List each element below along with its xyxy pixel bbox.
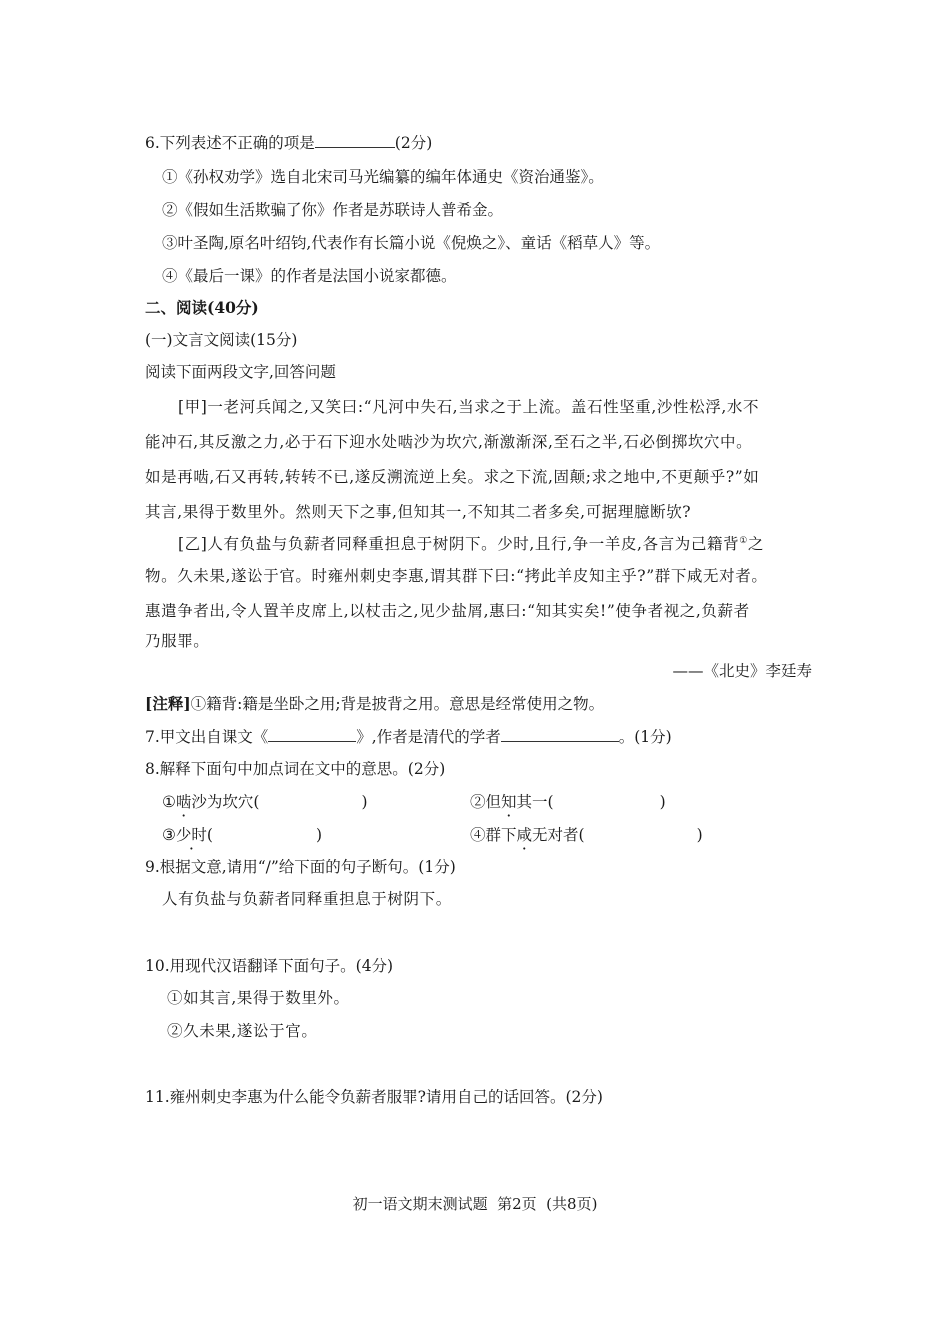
- annotation: [注释]①籍背:籍是坐卧之用;背是披背之用。意思是经常使用之物。: [145, 694, 605, 713]
- q10-item-1: ①如其言,果得于数里外。: [167, 989, 350, 1007]
- reading-intro: 阅读下面两段文字,回答问题: [145, 363, 336, 381]
- passage-jia-line: 如是再啮,石又再转,转转不已,遂反溯流逆上矣。求之下流,固颠;求之地中,不更颠乎?”如: [145, 468, 760, 486]
- passage-jia-line: 能冲石,其反激之力,必于石下迎水处啮沙为坎穴,渐激渐深,至石之半,石必倒掷坎穴中。: [145, 433, 753, 451]
- q8-item-3: ③少时( ): [162, 826, 323, 844]
- q8-stem: 8.解释下面句中加点词在文中的意思。(2分): [145, 760, 446, 778]
- q7-blank-title[interactable]: [268, 727, 356, 742]
- dotted-word: 咸: [516, 826, 533, 844]
- passage-yi-line: [乙]人有负盐与负薪者同释重担息于树阴下。少时,且行,争一羊皮,各言为己籍背①之: [178, 535, 764, 554]
- q6-stem: 6.下列表述不正确的项是 (2分): [145, 134, 433, 152]
- q7-blank-author[interactable]: [501, 727, 619, 742]
- passage-yi-line: 惠遣争者出,令人置羊皮席上,以杖击之,见少盐屑,惠曰:“知其实矣!”使争者视之,负薪者: [145, 602, 750, 620]
- q11-stem: 11.雍州刺史李惠为什么能令负薪者服罪?请用自己的话回答。(2分): [145, 1088, 603, 1106]
- q6-option-3: ③叶圣陶,原名叶绍钧,代表作有长篇小说《倪焕之》、童话《稻草人》等。: [162, 234, 661, 252]
- passage-jia-line: [甲]一老河兵闻之,又笑曰:“凡河中失石,当求之于上流。盖石性坚重,沙性松浮,水不: [178, 398, 760, 416]
- q7-stem: 7.甲文出自课文《 》,作者是清代的学者 。(1分): [145, 728, 672, 746]
- q10-stem: 10.用现代汉语翻译下面句子。(4分): [145, 957, 394, 975]
- q8-item-2: ②但知其一( ): [470, 793, 666, 811]
- dotted-word: 啮: [175, 793, 192, 811]
- dotted-word: 少时: [175, 826, 207, 844]
- passage-source: ——《北史》李廷寿: [672, 662, 812, 680]
- q9-sentence: 人有负盐与负薪者同释重担息于树阴下。: [162, 890, 452, 908]
- q9-stem: 9.根据文意,请用“/”给下面的句子断句。(1分): [145, 858, 456, 876]
- dotted-word: 知: [501, 793, 517, 811]
- passage-yi-line: 乃服罪。: [145, 632, 210, 650]
- page-footer: 初一语文期末测试题 第2页 (共8页): [352, 1195, 598, 1213]
- q6-option-4: ④《最后一课》的作者是法国小说家都德。: [162, 267, 457, 285]
- q6-option-2: ②《假如生活欺骗了你》作者是苏联诗人普希金。: [162, 201, 504, 219]
- q10-item-2: ②久未果,遂讼于官。: [167, 1022, 318, 1040]
- q8-item-4: ④群下咸无对者( ): [470, 826, 703, 844]
- footnote-marker: ①: [739, 536, 748, 546]
- q8-item-1: ①啮沙为坎穴( ): [162, 793, 368, 811]
- passage-jia-line: 其言,果得于数里外。然则天下之事,但知其一,不知其二者多矣,可据理臆断欤?: [145, 503, 692, 521]
- subsection-heading: (一)文言文阅读(15分): [145, 331, 298, 349]
- q6-answer-blank[interactable]: [315, 133, 395, 148]
- passage-yi-line: 物。久未果,遂讼于官。时雍州刺史李惠,谓其群下曰:“拷此羊皮知主乎?”群下咸无对者。: [145, 567, 768, 585]
- section-heading: 二、阅读(40分): [145, 298, 259, 317]
- q6-option-1: ①《孙权劝学》选自北宋司马光编纂的编年体通史《资治通鉴》。: [162, 168, 604, 186]
